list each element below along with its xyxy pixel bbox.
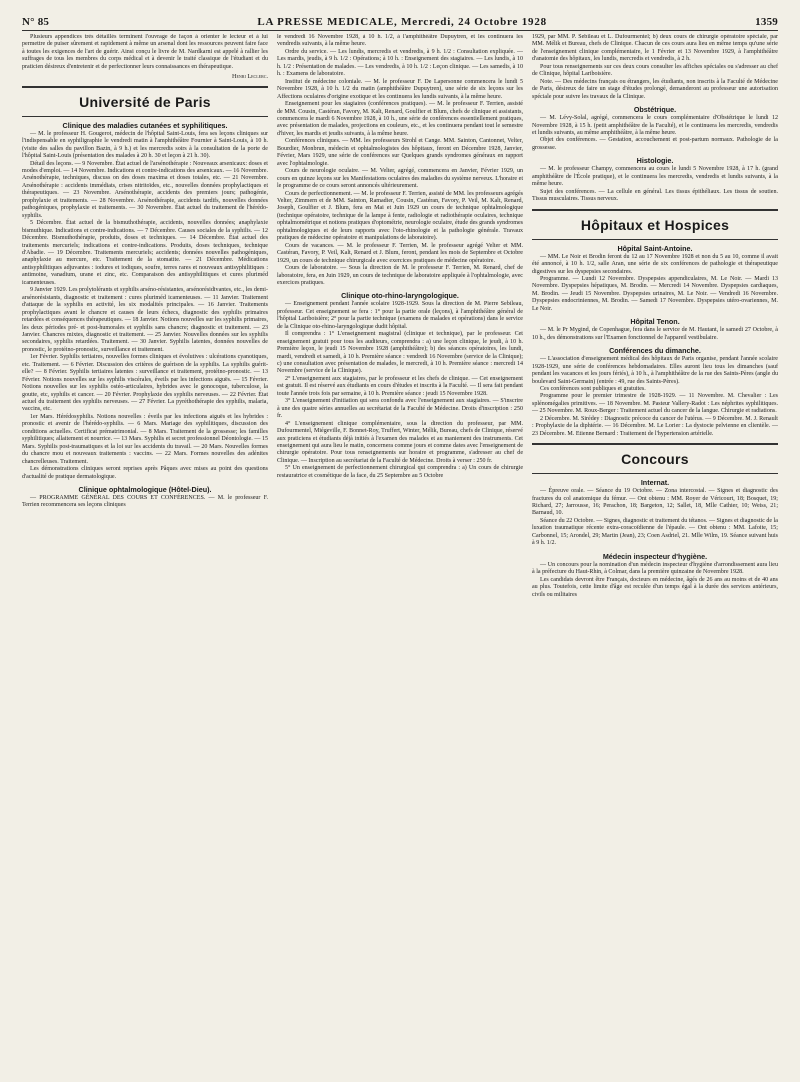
paragraph: — M. le professeur H. Gougerot, médecin de l'hôpital Saint-Louis, fera ses leçons cliniques sur l'indispensable en syphiligraphie le vendredi matin à l'amphithéâtre Fournier à Saint-Louis, à 10 h. (visite des salles du pavillon Bazin, à 9 h.) et les mercredis soirs à la consultation de la porte de l'hôpital Saint-Louis (présentation des malades à 20 h. 30 et leçon à 21 h. 30).	[22, 130, 268, 160]
paragraph: Programme. — Lundi 12 Novembre. Dyspepsies appendiculaires, M. Le Noir. — Mardi 13 Novembre. Dyspepsies hépatiques, M. Brodin. — Mercredi 14 Novembre. Dyspepsies cardiaques, M. Brodin. — Jeudi 15 Novembre. Dyspepsies urinaires, M. Le Noir. — Vendredi 16 Novembre. Dyspepsies endocriniennes, M. Brodin. — Samedi 17 Novembre. Dyspepsies utéro-ovariennes, M. Le Noir.	[532, 275, 778, 312]
paragraph: Cours de perfectionnement. — M. le professeur F. Terrien, assisté de MM. les professeurs agrégés Velter, Zimmern et de MM. Sainton, Ramadier, Cousin, Castéran, Favory, P. Veil, M. Kalt, Renard, Joseph, Goulfier et J. Blum, fera en Mai et Juin 1929 un cours de technique ophtalmologique (technique opératoire, technique de la lampe à fente, radiologie et radiothérapie oculaires, technique ophtalmométrique et notions pratiques d'optométrie, neurologie oculaire, étude des grands syndromes ophtalmologiques et de leurs rapports avec l'oto-rhinologie et la pathologie générale. Travaux pratiques de médecine opératoire et manipulations de laboratoire).	[277, 190, 523, 242]
subsection-title: Obstétrique.	[633, 105, 677, 115]
subsection-title: Hôpital Saint-Antoine.	[617, 243, 693, 253]
paragraph: — Épreuve orale. — Séance du 19 Octobre. — Zona intercostal. — Signes et diagnostic des fractures du col anatomique du fémur. — Ont obtenu : MM. Royer de Véricourt, 18; Bosquet, 19; Richard, 27; Jarrousse, 16; Perachon, 18; Bargeton, 12; Sallet, 18, Mlle Cathier, 10; Weiss, 21; Barnaud, 10.	[532, 488, 778, 517]
page-header	[22, 6, 778, 28]
column-2	[277, 34, 523, 1076]
paragraph: Pour tous renseignements sur ces deux cours consulter les affiches spéciales ou s'adresser au chef de Clinique, hôpital Lariboisière.	[532, 63, 778, 78]
paragraph: Ces conférences sont publiques et gratuites.	[540, 385, 646, 392]
journal-title: LA PRESSE MEDICALE, Mercredi, 24 Octobre 1928	[257, 16, 547, 28]
page-number-left: N° 85	[22, 16, 50, 28]
paragraph: Ordre du service. — Les lundis, mercredis et vendredis, à 9 h. 1/2 : Consultation expliquée. — Les mardis, jeudis, à 9 h. 1/2 : Opérations; à 10 h. : Enseignement des stagiaires. — Les lundis, à 10 h. 1/2 : Présentation de malades. — Les vendredis, à 10 h. 1/2 : Leçon clinique. — Les samedis, à 10 h. : Examens de laboratoire.	[277, 48, 523, 78]
paragraph: — Un concours pour la nomination d'un médecin inspecteur d'hygiène d'arrondissement aura lieu à la préfecture du Haut-Rhin, à Colmar, dans la première quinzaine de Novembre 1928.	[532, 561, 778, 576]
paragraph: — M. le professeur Champy, commencera au cours le lundi 5 Novembre 1928, à 17 h. (grand amphithéâtre de l'École pratique), et le continuera les mercredis, vendredis et lundis suivants, à la même heure.	[532, 166, 778, 188]
paragraph: 3° L'enseignement d'initiation qui sera confondu avec l'enseignement aux stagiaires. — S'inscrire à une des quatre séries annuelles au secrétariat de la Faculté de Médecine. Droits d'inscription : 250 fr.	[277, 398, 523, 420]
paragraph: le vendredi 16 Novembre 1928, à 10 h. 1/2, à l'amphithéâtre Dupuytren, et les continuera les vendredis suivants, à la même heure.	[277, 34, 523, 48]
paragraph: — PROGRAMME GÉNÉRAL DES COURS ET CONFÉRENCES. — M. le professeur F. Terrien recommencera ses leçons cliniques	[22, 495, 268, 509]
paragraph: Programme pour le premier trimestre de 1928-1929. — 11 Novembre. M. Chevalier : Les splénomégalies primitives. — 18 Novembre. M. Pasteur Vallery-Radot : Les néphrites syphilitiques. — 25 Novembre. M. Roux-Berger : Traitement actuel du cancer de la langue. Chirurgie et radiations.	[532, 393, 778, 415]
section-title-concours: Concours	[621, 451, 689, 468]
paragraph: Séance du 22 Octobre. — Signes, diagnostic et traitement du tétanos. — Signes et diagnostic de la luxation traumatique récente extra-coracoïdienne de l'épaule. — Ont obtenu : MM. Lafoite, 15; Carbonnel, 15; Arondel, 29; Martin (Jean), 23; Coen Asdriel, 21. Mlle Wilm, 19. Séance suivant huis à 9 h. 1/2.	[532, 517, 778, 547]
subsection-title: Internat.	[640, 478, 670, 488]
paragraph: Détail des leçons. — 9 Novembre. État actuel de l'arsénothérapie : Nouveaux arsenicaux: doses et modes d'emploi. — 14 Novembre. Indications et contre-indications des arsenicaux. — 16 Novembre. Arsénothérapie, techniques, discuss on des doses maxima et doses totales, etc. — 21 Novembre. Arsénothérapie : accidents immédiats, crises nitritoïdes, etc., nouvelles données prophylactiques et thérapeutiques. — 23 Novembre. Arsénothérapie, accidents des premiers jours; pathogénie, prophylaxie et traitements. — 28 Novembre. Arsénothérapie, accidents tardifs, nouvelles données pathogéniques, prophylaxie et traitements. — 30 Novembre. État actuel du traitement de l'hérédo-syphilis.	[22, 160, 268, 219]
subsection-title: Clinique des maladies cutanées et syphilitiques.	[62, 120, 228, 130]
paragraph: — Enseignement pendant l'année scolaire 1928-1929. Sous la direction de M. Pierre Sebileau, professeur. Cet enseignement se fera : 1° pour la partie orale (leçons), à l'amphithéâtre général de l'hôpital Lariboisière; 2° pour la partie technique (examens de malades et opérations) dans le service de la Clinique oto-rhino-laryngologique dudit hôpital.	[277, 301, 523, 330]
paragraph: 1929, par MM. P. Sebileau et L. Dufourmentel; b) deux cours de chirurgie opératoire spéciale, par MM. Mélik et Bureau, chefs de Clinique. Chacun de ces cours aura lieu en même temps qu'une série de l'enseignement clinique complémentaire, le 1 Février et 13 Novembre 1929, à l'amphithéâtre d'anatomie des hôpitaux, les lundis, mercredis et vendredis, à 2 h.	[532, 34, 778, 63]
paragraph: — M. Lévy-Solal, agrégé, commencera le cours complémentaire d'Obstétrique le lundi 12 Novembre 1928, à 15 h. (petit amphithéâtre de la Faculté), et le continuera les mercredis, vendredis et lundis suivants, au même amphithéâtre, à la même heure.	[532, 115, 778, 136]
paragraph: Les candidats devront être Français, docteurs en médecine, âgés de 26 ans au moins et de 40 ans au plus. Toutefois, cette limite d'âge est reculée d'un temps égal à la durée des services antérieurs, civils ou militaires	[532, 576, 778, 598]
column-1	[22, 34, 268, 1076]
page-number-right: 1359	[755, 16, 778, 28]
paragraph: 2 Décembre. M. Sirédey : Diagnostic précoce du cancer de l'utérus. — 9 Décembre. M. J. Renault : Prophylaxie de la diphtérie. — 16 Décembre. M. Le Lorier : La dystocie pelvienne en clientèle. — 23 Décembre. M. Etienne Bernard : Traitement de l'hypertension artérielle.	[532, 415, 778, 437]
paragraph: Enseignement pour les stagiaires (conférences pratiques). — M. le professeur F. Terrien, assisté de MM. Cousin, Castéran, Favory, M. Kalt, Renard, Goulfier et Blum, chefs de clinique et assistants, commencera le mardi 6 Novembre 1928, à 10 h., une série de conférences essentiellement pratiques, avec présentation de malades, projections en couleurs, etc., et les continuera pendant tout le semestre d'hiver, les mardis et jeudis suivants, à la même heure.	[277, 101, 523, 137]
paragraph: Cours de neurologie oculaire. — M. Velter, agrégé, commencera en Janvier, Février 1929, un cours en quinze leçons sur les Manifestations oculaires des maladies du système nerveux. L'horaire et le programme de ce cours seront annoncés ultérieurement.	[277, 168, 523, 190]
paragraph: — MM. Le Noir et Brodin feront du 12 au 17 Novembre 1928 et non du 5 au 10, comme il avait été annoncé, à 10 h. 1/2, salle Aran, une série de six conférences de pathologie et thérapeutique digestives sur les dyspepsies secondaires.	[532, 253, 778, 275]
paragraph: Cours de vacances. — M. le professeur F. Terrien, M. le professeur agrégé Velter et MM. Castéran, Favory, P. Veil, Kalt, Renard et J. Blum, feront, pendant les mois de Septembre et Octobre 1929, un cours de technique chirurgicale avec exercices pratiques de médecine opératoire.	[277, 242, 523, 264]
section-title-hopitaux: Hôpitaux et Hospices	[580, 216, 730, 233]
subsection-title: Hôpital Tenon.	[630, 317, 680, 327]
paragraph: Cours de laboratoire. — Sous la direction de M. le professeur F. Terrien, M. Renard, chef de laboratoire, fera, en Juin 1929, un cours de technique de laboratoire appliquée à l'ophtalmologie, avec exercices pratiques.	[277, 265, 523, 286]
paragraph: Institut de médecine coloniale. — M. le professeur F. De Lapersonne commencera le lundi 5 Novembre 1928, à 10 h. 1/2 du matin (amphithéâtre Dupuytren), une série de six leçons sur les Affections oculaires d'origine exotique et les continuera les lundis suivants, à la même heure.	[277, 78, 523, 100]
column-3	[532, 34, 778, 1076]
section-title-universite: Université de Paris	[79, 93, 211, 110]
section-divider	[532, 443, 778, 446]
header-rule	[22, 30, 778, 31]
review-signature: Henri Leclerc.	[231, 73, 268, 81]
book-review-paragraph: Plusieurs appendices très détaillés terminent l'ouvrage de façon à orienter le lecteur et à lui permettre de puiser sûrement et rapidement à même un arsenal dont les ressources peuvent faire face à toutes les exigences de l'art de guérir. Ainsi conçu le livre de M. Nardkarni est appelé à rallier les suffrages de tous les membres du corps médical et à devenir le traité classique de l'étudiant et du praticien désireux d'entretenir et de perfectionner leurs connaissances en thérapeutique.	[22, 34, 268, 70]
paragraph: Les démonstrations cliniques seront reprises après Pâques avec mises au point des questions d'actualité de pratique dermatologique.	[22, 466, 268, 480]
paragraph: Objet des conférences. — Gestation, accouchement et post-partum normaux. Pathologie de la grossesse.	[532, 137, 778, 151]
article-columns	[22, 34, 778, 1076]
paragraph: 4° L'enseignement clinique complémentaire, sous la direction du professeur, par MM. Dufourmentel, Miégeville, F. Bonnet-Roy, Truffert, Winter, Mélik, Bureau, chefs de Clinique, réservé aux praticiens et étudiants déjà initiés à l'examen des malades et au maniement des instruments. Cet enseignement qui aura lieu le matin, concernera comme jours et comme dates avec l'enseignement de chirurgie opératoire. Pour tous renseignements sur horaire et programme, s'adresser au chef de Clinique. — Inscription au secrétariat de la Faculté de Médecine. Droits à verser : 250 fr.	[277, 420, 523, 464]
paragraph: 5° Un enseignement de perfectionnement chirurgical qui comprendra : a) Un cours de chirurgie restauratrice et cosmétique de la face, du 25 Septembre au 5 Octobre	[277, 465, 523, 479]
paragraph: Note. — Des médecins français ou étrangers, les étudiants, non inscrits à la Faculté de Médecine de Paris, désireux de faire un stage d'études prolongé, demanderont au professeur une autorisation spéciale pour suivre les travaux de la Clinique.	[532, 78, 778, 100]
subsection-title: Conférences du dimanche.	[609, 346, 701, 356]
paragraph: 1er Février. Syphilis tertiaires, nouvelles formes cliniques et évolutives : ulcérations cyanotiques, etc. Traitement. — 6 Février. Discussion des critères de guérison de la syphilis. La syphilis guérit-elle? — 8 Février. Syphilis tertiaires latentes : surveillance et traitement, protéino-pronostic. — 13 Février. Notions nouvelles sur les syphilis viscérales, éveils par les infections aiguës. — 15 Février. Notions nouvelles sur les syphilis ostéo-articulaires, hybrides avec le gonocoque, tuberculose, la goutte, etc, syphilis et cancer. — 20 Février. Prophylaxie des syphilis nerveuses. — 22 Février. État actuel du traitement des syphilis nerveuses. — 27 Février. La pyréthothérapie des syphilis, malaria, vaccins, etc.	[22, 354, 268, 413]
paragraph: 5 Décembre. État actuel de la bismuthothérapie, accidents, nouvelles données; anaphylaxie bismuthique. Indications et contre-indications. — 7 Décembre. Causes sociales de la syphilis. — 12 Décembre. Bismuthothérapie, produits, doses et techniques. — 14 Décembre. État actuel des traitements mercuriels; indications et contre-indications. Produits, doses techniques, technique d'Abadie. — 19 Décembre. Traitements mercuriels; accidents; données nouvelles pathogéniques, anaphylaxie au mercure, etc. Traitement de la stomatite. — 21 Décembre. Médications antisyphilitiques adjuvantes : iodures et iodiques, soufre, terres rares et nouveaux antisyphilitiques : antimoine, vanadium, urane et zinc, etc. Comparaison des antisyphilitiques et cures pluriméd icamenteuses.	[22, 220, 268, 286]
paragraph: Conférences cliniques. — MM. les professeurs Strohl et Cange. MM. Sainton, Cantonnet, Velter, Bourdier, Monbrun, médecin et ophtalmologistes des hôpitaux, feront en Décembre 1928, Janvier, Février, Mars 1929, une série de conférences sur Quelques grands syndromes généraux en rapport avec l'ophtalmologie.	[277, 138, 523, 167]
section-divider	[532, 473, 778, 474]
paragraph: 9 Janvier 1929. Les prolytolérants et syphilis arséno-résistantes, arsénorésidivantes, etc., les demi-arsénorésistants, diagnostic et traitement : cures pluriméd icamenteuses. — 11 Janvier. Traitement d'attaque de la syphilis en activité, les six modalités principales. — 16 Janvier. Traitements prophylactiques avant le chancre et causes de leurs échecs, diagnostic des syphilis primaires retardées et conséquences thérapeutiques. — 18 Janvier. Notions nouvelles sur les syphilis primaires, les deux périodes pré- et post-humorales et syphilis sans chancre; diagnostic et traitement. — 23 Janvier. Chancres mixtes, diagnostic et traitement. — 25 Janvier. Nouvelles données sur les syphilis secondaires, syphilis retardées. Traitement. — 30 Janvier. Syphilis latentes, données nouvelles de pronostic, le protéino-pronostic, surveillance et traitement.	[22, 287, 268, 353]
section-divider	[22, 116, 268, 117]
paragraph: 1er Mars. Hérédosyphilis. Notions nouvelles : éveils par les infections aiguës et les hybrides : pronostic et avenir de l'hérédo-syphilis. — 6 Mars. Mariage des syphilitiques, discussion des conditions actuelles. Certificat prématrimonial. — 8 Mars. Traitement de la grossesse; les familles syphilitiques; allaitement et nourrice. — 13 Mars. Syphilis et secret professionnel Déontologie. — 15 Mars. Syphilis post-traumatiques et la loi sur les accidents du travail. — 20 Mars. Nouvelles formes du chancre mou et nouveaux traitements : vaccins. — 22 Mars. Formes nouvelles des adénites chancrelleuses. Traitement.	[22, 413, 268, 465]
paragraph: Il comprendra : 1° L'enseignement magistral (clinique et technique), par le professeur. Cet enseignement gratuit pour tous les auditeurs, comprendra : a) une leçon clinique, le jeudi, à 10 h. Première leçon, le jeudi 15 Novembre 1928 (amphithéâtre); b) des séances opératoires, les lundi, mardi, vendredi et samedi, à 10 h. Première séance : vendredi 16 Novembre (service de la Clinique); c) une consultation avec présentation de malades, le mercredi, à 10 h. Première séance : mercredi 14 Novembre (service de la Clinique).	[277, 331, 523, 375]
paragraph: 2° L'enseignement aux stagiaires, par le professeur et les chefs de clinique. — Cet enseignement est gratuit. Il est réservé aux étudiants en cours d'études et inscrits à la Faculté. — Il sera fait pendant toute l'année trois fois par semaine, à 10 h. Première séance : jeudi 15 Novembre 1928.	[277, 375, 523, 397]
subsection-title: Médecin inspecteur d'hygiène.	[602, 551, 708, 561]
paragraph: — M. le Pr Mygind, de Copenhague, fera dans le service de M. Hautant, le samedi 27 Octobre, à 10 h., des démonstrations sur l'Examen fonctionnel de l'appareil vestibulaire.	[532, 327, 778, 341]
paragraph: — L'association d'enseignement médical des hôpitaux de Paris organise, pendant l'année scolaire 1928-1929, une série de conférences hebdomadaires. Elles auront lieu tous les dimanches (sauf pendant les vacances et les jours fériés), à 10 h., à l'amphithéâtre de la rue des Saints-Pères (angle du boulevard Saint-Germain) (entrée : 49, rue des Saints-Pères).	[532, 356, 778, 385]
subsection-title: Clinique ophtalmologique (Hôtel-Dieu).	[78, 485, 212, 495]
subsection-title: Histologie.	[636, 156, 674, 166]
subsection-title: Clinique oto-rhino-laryngologique.	[341, 291, 459, 301]
section-divider	[22, 86, 268, 89]
section-divider	[532, 209, 778, 212]
section-divider	[532, 239, 778, 240]
paragraph: Sujet des conférences. — La cellule en général. Les tissus épithéliaux. Les tissus de soutien. Tissus musculaires. Tissus nerveux.	[532, 188, 778, 203]
